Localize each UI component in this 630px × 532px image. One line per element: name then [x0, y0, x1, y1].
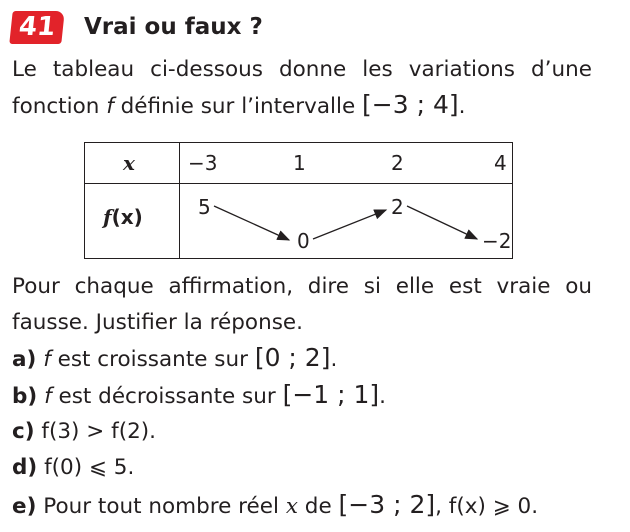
table-header-fx: f(x)	[103, 205, 143, 229]
variation-arrows	[85, 143, 514, 260]
x-value: 1	[293, 151, 306, 175]
statement-b: b) f est décroissante sur [−1 ; 1].	[12, 380, 386, 409]
x-value: 2	[391, 151, 404, 175]
statement-e: e) Pour tout nombre réel x de [−3 ; 2], f(x) ⩾ 0.	[12, 490, 539, 519]
table-header-x: x	[123, 151, 135, 175]
intro-line-2: fonction f définie sur l’intervalle [−3 ; 4].	[12, 90, 466, 119]
exercise-number-badge	[9, 11, 64, 44]
decreasing-arrow	[407, 206, 477, 239]
f-value-max: 5	[198, 195, 211, 219]
f-value-min: 0	[297, 229, 310, 253]
intro-line-1: Le tableau ci-dessous donne les variations d’une	[12, 57, 592, 82]
x-value: −3	[188, 151, 218, 175]
exercise-number: 41	[17, 12, 57, 42]
f-value-min: −2	[482, 229, 512, 253]
statement-d: d) f(0) ⩽ 5.	[12, 455, 135, 480]
variation-table	[84, 142, 513, 259]
question-line-1: Pour chaque affirmation, dire si elle est vraie ou	[12, 274, 592, 299]
statement-a: a) f est croissante sur [0 ; 2].	[12, 343, 338, 372]
decreasing-arrow	[214, 206, 289, 240]
increasing-arrow	[313, 210, 386, 239]
x-value: 4	[494, 151, 507, 175]
f-value-max: 2	[391, 195, 404, 219]
question-line-2: fausse. Justifier la réponse.	[12, 310, 303, 335]
exercise-title: Vrai ou faux ?	[84, 14, 263, 40]
statement-c: c) f(3) > f(2).	[12, 419, 156, 444]
